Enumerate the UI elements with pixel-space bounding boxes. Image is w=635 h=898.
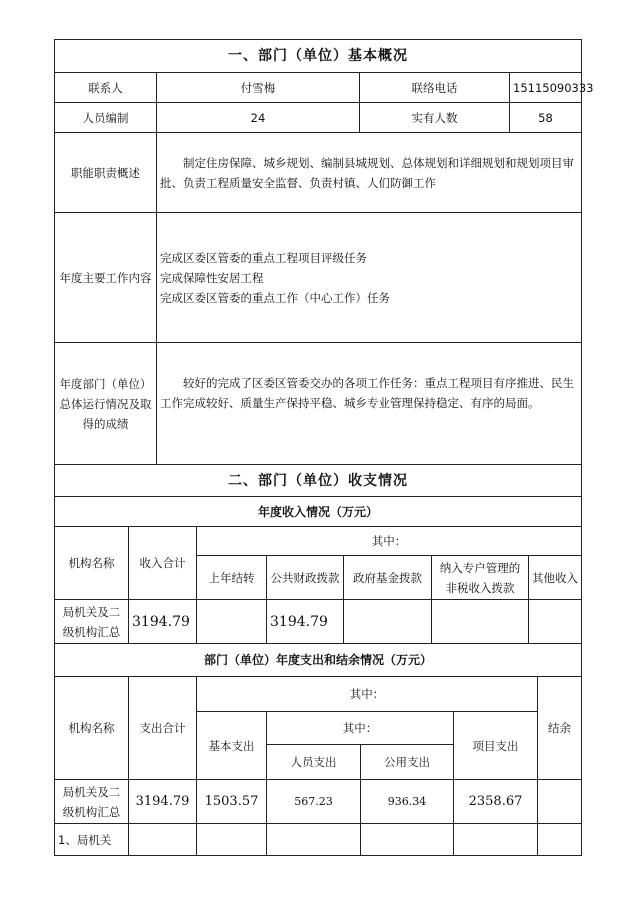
income-row — [55, 600, 582, 644]
expense-row-org: 1、局机关 — [55, 824, 129, 856]
income-row-total: 3194.79 — [129, 600, 197, 644]
expense-row-basic — [197, 824, 267, 856]
income-table — [54, 464, 582, 644]
work-item: 完成区委区管委的重点工程项目评级任务 — [160, 250, 367, 265]
income-row-fiscal: 3194.79 — [267, 600, 344, 644]
basic-info-table — [54, 39, 594, 465]
contact-value: 付雪梅 — [157, 73, 360, 103]
expense-row-public: 936.34 — [361, 780, 454, 824]
income-row-org: 局机关及二级机构汇总 — [55, 600, 129, 644]
expense-table — [54, 643, 582, 856]
staff-quota-value: 24 — [157, 103, 360, 133]
income-title: 年度收入情况（万元） — [55, 497, 582, 527]
expense-col-personnel: 人员支出 — [267, 745, 361, 780]
expense-row-project — [454, 824, 538, 856]
section2-title: 二、部门（单位）收支情况 — [55, 465, 582, 497]
income-col-total: 收入合计 — [129, 527, 197, 600]
actual-staff-value: 58 — [510, 103, 582, 133]
income-row-special — [432, 600, 529, 644]
performance-text: 较好的完成了区委区管委交办的各项工作任务：重点工程项目有序推进、民生工作完成较好、质量生产保持平稳、城乡专业管理保持稳定、有序的局面。 — [157, 343, 582, 465]
expense-col-among: 其中： — [197, 677, 538, 712]
section1-title: 一、部门（单位）基本概况 — [55, 40, 582, 73]
expense-row-total: 3194.79 — [129, 780, 197, 824]
work-item: 完成保障性安居工程 — [160, 270, 264, 285]
income-row-prev — [197, 600, 267, 644]
expense-col-balance: 结余 — [538, 677, 582, 780]
income-col-special: 纳入专户管理的非税收入拨款 — [432, 556, 529, 600]
expense-row-personnel: 567.23 — [267, 780, 361, 824]
expense-col-basic: 基本支出 — [197, 712, 267, 780]
expense-col-project: 项目支出 — [454, 712, 538, 780]
duties-label: 职能职责概述 — [55, 133, 157, 213]
staff-quota-label: 人员编制 — [55, 103, 157, 133]
expense-row-total — [129, 824, 197, 856]
expense-row-balance — [538, 824, 582, 856]
income-row-other — [529, 600, 582, 644]
work-label: 年度主要工作内容 — [55, 213, 157, 343]
expense-row-personnel — [267, 824, 361, 856]
income-col-fiscal: 公共财政拨款 — [267, 556, 344, 600]
expense-title: 部门（单位）年度支出和结余情况（万元） — [55, 644, 582, 677]
expense-row-project: 2358.67 — [454, 780, 538, 824]
phone-label: 联络电话 — [360, 73, 510, 103]
income-col-other: 其他收入 — [529, 556, 582, 600]
expense-col-total: 支出合计 — [129, 677, 197, 780]
work-content — [157, 213, 582, 343]
expense-row-balance — [538, 780, 582, 824]
work-item: 完成区委区管委的重点工作（中心工作）任务 — [160, 290, 390, 305]
income-col-org: 机构名称 — [55, 527, 129, 600]
income-row-gov-fund — [344, 600, 432, 644]
expense-col-among2: 其中： — [267, 712, 454, 745]
phone-value: 15115090333 — [510, 73, 582, 103]
income-col-gov-fund: 政府基金拨款 — [344, 556, 432, 600]
contact-label: 联系人 — [55, 73, 157, 103]
expense-row-org: 局机关及二级机构汇总 — [55, 780, 129, 824]
expense-row — [55, 780, 582, 824]
expense-col-public: 公用支出 — [361, 745, 454, 780]
performance-label: 年度部门（单位）总体运行情况及取得的成绩 — [55, 343, 157, 465]
expense-row-basic: 1503.57 — [197, 780, 267, 824]
actual-staff-label: 实有人数 — [360, 103, 510, 133]
expense-row — [55, 824, 582, 856]
income-col-among: 其中： — [197, 527, 582, 556]
income-col-prev: 上年结转 — [197, 556, 267, 600]
duties-text: 制定住房保障、城乡规划、编制县城规划、总体规划和详细规划和规划项目审批、负责工程质量安全监督、负责村镇、人们防御工作 — [157, 133, 582, 213]
expense-col-org: 机构名称 — [55, 677, 129, 780]
expense-row-public — [361, 824, 454, 856]
